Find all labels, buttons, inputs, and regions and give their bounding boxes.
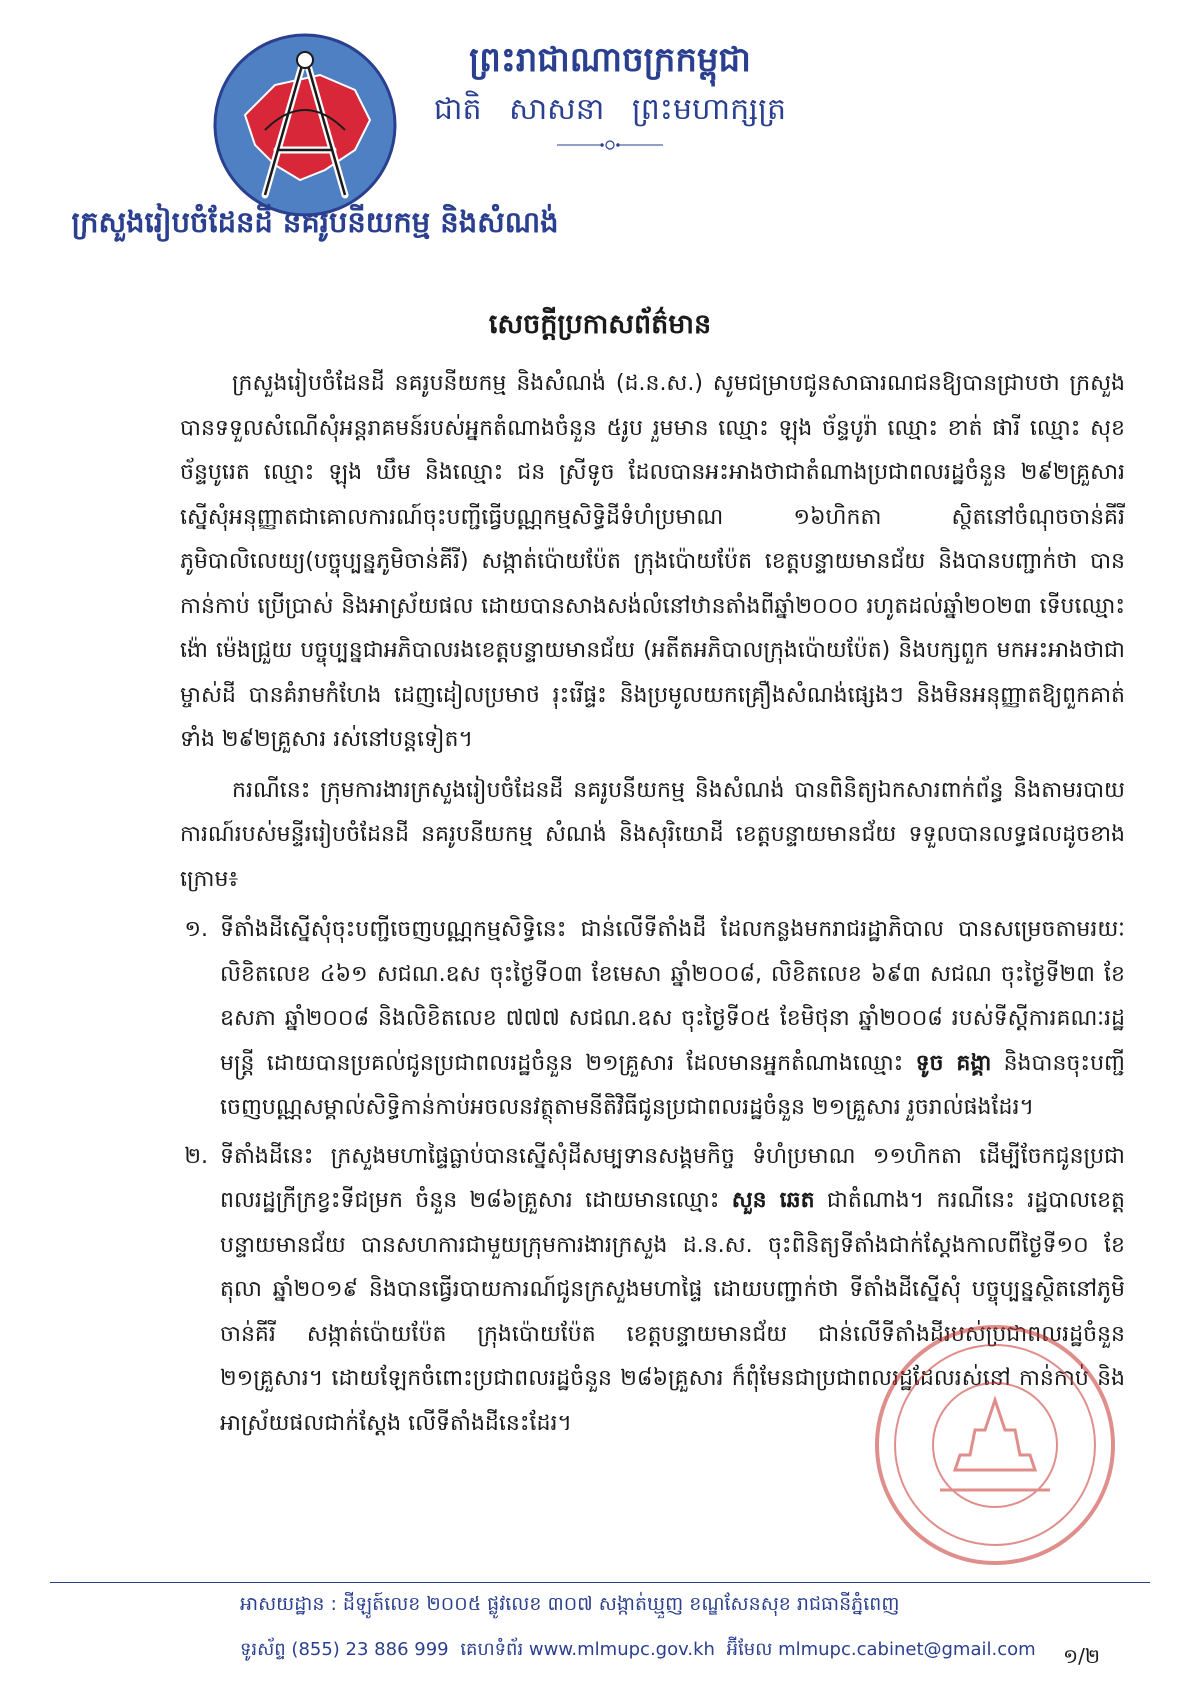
list-item-2 <box>180 1135 1125 1447</box>
footer-contacts <box>240 1637 1040 1664</box>
list-item-1 <box>180 908 1125 1131</box>
paragraph-2: ករណីនេះ ក្រុមការងារក្រសួងរៀបចំដែនដី នគរូបនីយកម្ម និងសំណង់ បានពិនិត្យឯកសារពាក់ព័ន្ធ និងតាមរបាយការណ៍របស់មន្ទីររៀបចំដែនដី នគរូបនីយកម្ម សំណង់ និងសុរិយោដី ខេត្តបន្ទាយមានជ័យ ទទួលបានលទ្ធផលដូចខាងក្រោម៖ <box>180 777 1125 892</box>
footer-address: អាសយដ្ឋាន : ដីឡូត៍លេខ ២០០៥ ផ្លូវលេខ ៣០៧ សង្កាត់ឃ្មួញ ខណ្ឌសែនសុខ រាជធានីភ្នំពេញ <box>240 1593 900 1615</box>
footer-website[interactable]: គេហទំព័រ www.mlmupc.gov.kh <box>460 1639 715 1660</box>
item-text-part: ទីតាំងដីនេះ ក្រសួងមហាផ្ទៃធ្លាប់បានស្នើសុំដីសម្បទានសង្គមកិច្ច ទំហំប្រមាណ ១១ហិកតា ដើម្បីចែកជូនប្រជាពលរដ្ឋក្រីក្រខ្វះទីជម្រក ចំនួន ២៨៦គ្រួសារ ដោយមានឈ្មោះ <box>220 1143 1125 1213</box>
item-text-part: និងបានចុះបញ្ជីចេញបណ្ណសម្គាល់សិទ្ធិកាន់កាប់អចលនវត្ថុតាមនីតិវិធីជូនប្រជាពលរដ្ឋចំនួន ២១គ្រួសារ រួចរាល់ផងដែរ។ <box>220 1050 1125 1120</box>
item-text <box>220 1135 1125 1447</box>
footer-email[interactable]: អ៊ីមែល mlmupc.cabinet@gmail.com <box>726 1639 1036 1660</box>
representative-name: សួន ឆេត <box>731 1188 815 1213</box>
representative-name: ទូច គង្គា <box>915 1050 992 1076</box>
paragraph-1: ក្រសួងរៀបចំដែនដី នគរូបនីយកម្ម និងសំណង់ (ដ.ន.ស.) សូមជម្រាបជូនសាធារណជនឱ្យបានជ្រាបថា ក្រសួងបានទទួលសំណើសុំអន្តរាគមន៍របស់អ្នកតំណាងចំនួន ៥រូប រួមមាន ឈ្មោះ ឡុង ច័ន្ទបូរ៉ា ឈ្មោះ ខាត់ ផារី ឈ្មោះ សុខ ច័ន្ទបូរេត ឈ្មោះ ឡុង ឃឹម និងឈ្មោះ ជន ស្រីទូច ដែលបានអះអាងថាជាតំណាងប្រជាពលរដ្ឋចំនួន ២៩២គ្រួសារ ស្នើសុំអនុញ្ញាតជាគោលការណ៍ចុះបញ្ជីធ្វើបណ្ណកម្មសិទ្ធិដីទំហំប្រមាណ ១៦ហិកតា ស្ថិតនៅចំណុចចាន់គីរី ភូមិបាលិលេយ្យ(បច្ចុប្បន្នភូមិចាន់គីរី) សង្កាត់ប៉ោយប៉ែត ក្រុងប៉ោយប៉ែត ខេត្តបន្ទាយមានជ័យ និងបានបញ្ជាក់ថា បានកាន់កាប់ ប្រើប្រាស់ និងអាស្រ័យផល ដោយបានសាងសង់លំនៅឋានតាំងពីឆ្នាំ២០០០ រហូតដល់ឆ្នាំ២០២៣ ទើបឈ្មោះ ង៉ោ ម៉េងជ្រួយ បច្ចុប្បន្នជាអភិបាលរងខេត្តបន្ទាយមានជ័យ (អតីតអភិបាលក្រុងប៉ោយប៉ែត) និងបក្សពួក មកអះអាងថាជាម្ចាស់ដី បានគំរាមកំហែង ដេញដៀលប្រមាថ រុះរើផ្ទះ និងប្រមូលយកគ្រឿងសំណង់ផ្សេងៗ និងមិនអនុញ្ញាតឱ្យពួកគាត់ទាំង ២៩២គ្រួសារ រស់នៅបន្តទៀត។ <box>180 371 1125 752</box>
item-text-part: ជាតំណាង។ ករណីនេះ រដ្ឋបាលខេត្តបន្ទាយមានជ័យ បានសហការជាមួយក្រុមការងារក្រសួង ដ.ន.ស. ចុះពិនិត្យទីតាំងជាក់ស្តែងកាលពីថ្ងៃទី១០ ខែតុលា ឆ្នាំ២០១៩ និងបានធ្វើរបាយការណ៍ជូនក្រសួងមហាផ្ទៃ ដោយបញ្ជាក់ថា ទីតាំងដីស្នើសុំ បច្ចុប្បន្នស្ថិតនៅភូមិចាន់គីរី សង្កាត់ប៉ោយប៉ែត ក្រុងប៉ោយប៉ែត ខេត្តបន្ទាយមានជ័យ ជាន់លើទីតាំងដីរបស់ប្រជាពលរដ្ឋចំនួន ២១គ្រួសារ។ ដោយឡែកចំពោះប្រជាពលរដ្ឋចំនួន ២៨៦គ្រួសារ ក៏ពុំមែនជាប្រជាពលរដ្ឋដែលរស់នៅ កាន់កាប់ និងអាស្រ័យផលជាក់ស្តែង លើទីតាំងដីនេះដែរ។ <box>220 1188 1126 1436</box>
page-number: ១/២ <box>1063 1644 1101 1668</box>
ministry-logo <box>205 30 405 220</box>
national-motto: ជាតិ សាសនា ព្រះមហាក្សត្រ <box>433 92 787 127</box>
footer-phone: ទូរស័ព្ទ (855) 23 886 999 <box>240 1639 449 1660</box>
item-number: ១. <box>184 917 208 942</box>
item-text-part: ទីតាំងដីស្នើសុំចុះបញ្ជីចេញបណ្ណកម្មសិទ្ធិនេះ ជាន់លើទីតាំងដី ដែលកន្លងមករាជរដ្ឋាភិបាល បានសម្រេចតាមរយៈលិខិតលេខ ៤៦១ សជណ.ឧស ចុះថ្ងៃទី០៣ ខែមេសា ឆ្នាំ២០០៨, លិខិតលេខ ៦៩៣ សជណ ចុះថ្ងៃទី២៣ ខែឧសភា ឆ្នាំ២០០៨ និងលិខិតលេខ ៧៧៧ សជណ.ឧស ចុះថ្ងៃទី០៥ ខែមិថុនា ឆ្នាំ២០០៨ របស់ទីស្តីការគណៈរដ្ឋមន្ត្រី ដោយបានប្រគល់ជូនប្រជាពលរដ្ឋចំនួន ២១គ្រួសារ ដែលមានអ្នកតំណាងឈ្មោះ <box>220 917 1125 1076</box>
kingdom-heading: ព្រះរាជាណាចក្រកម្ពុជា <box>469 40 751 80</box>
divider-ornament-icon <box>555 138 665 152</box>
ministry-name: ក្រសួងរៀបចំដែនដី នគរូបនីយកម្ម និងសំណង់ <box>71 205 559 239</box>
item-number: ២. <box>184 1143 208 1169</box>
document-title: សេចក្តីប្រកាសព័ត៌មាន <box>488 309 712 340</box>
item-text <box>220 908 1125 1131</box>
document-body <box>180 362 1125 1450</box>
footer-divider <box>50 1582 1150 1583</box>
